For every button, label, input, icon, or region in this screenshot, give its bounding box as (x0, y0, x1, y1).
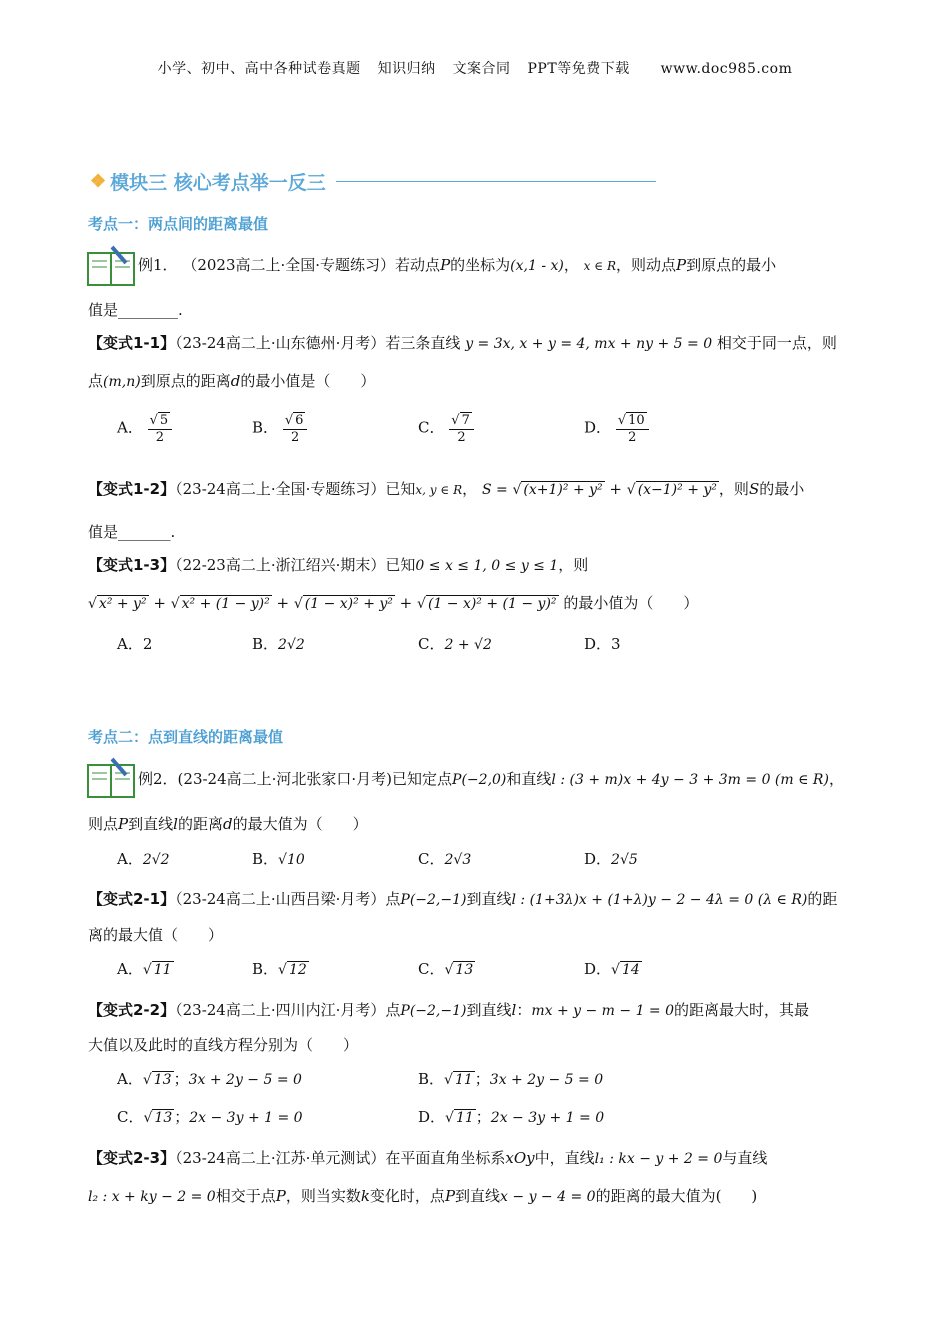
v22-option-d[interactable]: D．√ 11 ；2x − 3y + 1 = 0 (418, 1108, 605, 1126)
ex2-option-b[interactable] (252, 848, 305, 869)
option-letter: C． (418, 960, 445, 978)
option-letter: B． (418, 1070, 445, 1088)
v21-option-a[interactable]: A．√ 11 (117, 960, 172, 978)
v11-source: （23-24高二上·山东德州·月考） (175, 334, 386, 352)
math-xyR: x, y ∈ R (415, 483, 463, 497)
root: 11 (153, 962, 172, 978)
ex1-text: 到原点的最小 (686, 256, 777, 274)
math-root: x² + y² (98, 596, 147, 612)
v13-text: 已知 (385, 556, 416, 574)
example-1-line-1 (138, 254, 776, 277)
v13-option-c[interactable] (418, 633, 492, 654)
math-root: (1 − x)² + y² (304, 596, 393, 612)
example-2-line-1: 例2．(23-24高二上·河北张家口·月考)已知定点P(−2,0)和直线l : (3 + m)x + 4y − 3 + 3m = 0 (m ∈ R)， (138, 770, 844, 788)
v12-text: ，则 (718, 480, 749, 498)
v13-text: ，则 (558, 556, 589, 574)
ex1-source: （2023高二上·全国·专题练习） (182, 256, 396, 274)
book-pencil-icon (86, 243, 136, 289)
math-mn: (m,n) (103, 374, 141, 390)
v13-option-b[interactable] (252, 633, 305, 654)
v21-text: 的距 (807, 890, 838, 908)
math-eq: 3x + 2y − 5 = 0 (489, 1072, 604, 1088)
ex2-text: 和直线 (506, 770, 552, 788)
v21-text: 点 (385, 890, 401, 908)
v11-text: 相交于同一点，则 (716, 334, 837, 352)
option-letter: B． (252, 850, 279, 868)
option-letter: D． (584, 418, 612, 437)
math-value: 2 + √2 (444, 637, 492, 653)
root: 6 (295, 413, 304, 428)
v23-source: （23-24高二上·江苏·单元测试） (175, 1149, 386, 1167)
denominator: 2 (457, 430, 466, 445)
v23-text: 与直线 (722, 1149, 768, 1167)
v12-source: （23-24高二上·全国·专题练习） (175, 480, 386, 498)
math-S-def: S = (481, 482, 508, 498)
v21-text: 到直线 (466, 890, 512, 908)
root: 5 (159, 413, 169, 428)
math-xOy: xOy (505, 1149, 535, 1167)
variant-1-1-line-1 (88, 332, 837, 355)
option-letter: D． (418, 1108, 446, 1126)
v22-option-c[interactable]: C．√ 13 ；2x − 3y + 1 = 0 (117, 1108, 303, 1126)
ex1-text: ， (563, 256, 579, 274)
ex1-label: 例1． (138, 256, 178, 274)
math-l1: l₁ : kx − y + 2 = 0 (594, 1151, 723, 1167)
diamond-icon: ❖ (90, 171, 107, 192)
option-letter: C． (418, 635, 445, 653)
variant-2-1-line-1 (88, 888, 837, 911)
math-root-1: (x+1)² + y² (523, 482, 603, 498)
math-k: k (360, 1187, 370, 1205)
header-site-link[interactable]: www.doc985.com (660, 61, 793, 77)
denominator: 2 (290, 430, 300, 445)
math-P: P (440, 256, 451, 274)
variant-1-1-line-2 (88, 370, 375, 393)
option-letter: C． (418, 850, 445, 868)
v23-text: 到直线 (455, 1187, 501, 1205)
module-divider (336, 181, 656, 182)
math-l2: l₂ : x + ky − 2 = 0 (88, 1189, 216, 1205)
option-letter: C． (418, 418, 445, 437)
v11-tag: 【变式1-1】 (88, 334, 176, 352)
v22-tag: 【变式2-2】 (88, 1001, 176, 1019)
math-P: P (444, 1187, 456, 1205)
v22-line-2: 大值以及此时的直线方程分别为（ ） (88, 1036, 359, 1054)
v11-text: 的最小值是（ ） (240, 372, 376, 390)
ex2-option-a[interactable] (117, 848, 170, 869)
v11-option-a[interactable]: A． $\frac{√ 5}{2}$ (117, 412, 172, 445)
book-pencil-icon (86, 755, 136, 801)
math-root: (1 − x)² + (1 − y)² (427, 596, 557, 612)
root: 14 (621, 962, 640, 978)
v22-text: ： (516, 1001, 532, 1019)
v23-text: ，则当实数 (285, 1187, 361, 1205)
root: 11 (454, 1072, 473, 1088)
v22-option-b[interactable]: B．√ 11 ；3x + 2y − 5 = 0 (418, 1070, 604, 1088)
ex1-text: 的坐标为 (450, 256, 511, 274)
math-root: x² + (1 − y)² (181, 596, 270, 612)
option-letter: B． (252, 960, 279, 978)
v12-line-2: 值是_______. (88, 523, 176, 541)
v11-option-b[interactable]: B． $\frac{√ 6}{2}$ (252, 412, 307, 445)
v22-option-a[interactable]: A．√ 13 ；3x + 2y − 5 = 0 (117, 1070, 302, 1088)
variant-2-3-line-2 (88, 1185, 757, 1208)
v21-source: （23-24高二上·山西吕梁·月考） (175, 890, 386, 908)
v23-text: 的距离的最大值为( ) (595, 1187, 758, 1205)
header-text-1: 小学、初中、高中各种试卷真题 (157, 61, 361, 77)
ex1-line-2: 值是________. (88, 301, 183, 319)
ex2-text: 到直线 (128, 815, 174, 833)
math-line: l : (3 + m)x + 4y − 3 + 3m = 0 (m ∈ R) (551, 772, 829, 788)
v23-text: 相交于点 (215, 1187, 276, 1205)
math-lines: y = 3x, x + y = 4, mx + ny + 5 = 0 (465, 336, 713, 352)
variant-2-3-line-1 (88, 1147, 767, 1170)
math-coord: (x,1 - x) (510, 258, 564, 274)
variant-1-3-line-2: √ x² + y² + √ x² + (1 − y)² + √ (1 − x)² + y² + √ (1 − x)² + (1 − y)² 的最小值为（ ） (88, 594, 699, 612)
root: 13 (153, 1072, 172, 1088)
math-value: √10 (278, 852, 305, 868)
option-letter: A． (117, 1070, 143, 1088)
math-value: 2√2 (278, 637, 305, 653)
math-eq: 2x − 3y + 1 = 0 (490, 1110, 605, 1126)
header-text-2: 知识归纳 (377, 61, 436, 77)
section-title-2: 考点二：点到直线的距离最值 (88, 728, 284, 746)
math-line: l : (1+3λ)x + (1+λ)y − 2 − 4λ = 0 (λ ∈ R) (511, 892, 808, 908)
v23-text: 在平面直角坐标系 (385, 1149, 506, 1167)
v12-text: ， (462, 480, 478, 498)
ex2-text: 已知定点 (392, 770, 453, 788)
math-eq: 2x − 3y + 1 = 0 (189, 1110, 303, 1126)
root: 13 (455, 962, 474, 978)
math-P: P (118, 815, 129, 833)
v12-text: 的最小 (759, 480, 805, 498)
v11-option-c[interactable]: C． $\frac{√ 7}{2}$ (418, 412, 474, 445)
v13-source: （22-23高二上·浙江绍兴·期末） (175, 556, 386, 574)
variant-1-3-line-1 (88, 554, 588, 577)
root: 12 (288, 962, 307, 978)
v22-text: 点 (385, 1001, 401, 1019)
math-value: 2√2 (142, 852, 170, 868)
v21-option-b[interactable]: B．√ 12 (252, 960, 307, 978)
ex2-text: 的最大值为（ ） (232, 815, 368, 833)
math-range: 0 ≤ x ≤ 1, 0 ≤ y ≤ 1 (415, 558, 559, 574)
ex2-option-c[interactable] (418, 848, 471, 869)
root: 7 (461, 413, 470, 428)
math-line: mx + y − m − 1 = 0 (531, 1003, 675, 1019)
v12-tag: 【变式1-2】 (88, 480, 176, 498)
option-letter: A． (117, 850, 143, 868)
ex2-text: 则点 (88, 815, 119, 833)
v23-text: 变化时，点 (369, 1187, 445, 1205)
page-header (0, 58, 950, 78)
math-P: P (275, 1187, 286, 1205)
ex2-source: (23-24高二上·河北张家口·月考) (177, 770, 393, 788)
math-xR: x ∈ R (583, 259, 616, 273)
example-2-line-2 (88, 813, 368, 835)
option-letter: A． (117, 418, 143, 437)
v13-option-d[interactable]: D．3 (584, 635, 621, 653)
v11-option-d[interactable]: D． $\frac{√ 10}{2}$ (584, 412, 649, 445)
root: 13 (154, 1110, 173, 1126)
header-text-3: 文案合同 (452, 61, 511, 77)
module-title: 模块三 核心考点举一反三 (110, 172, 326, 194)
variant-2-2-line-1 (88, 999, 809, 1022)
option-letter: B． (252, 418, 279, 437)
header-text-4: PPT等免费下载 (527, 61, 630, 77)
v22-text: 的距离最大时，其最 (674, 1001, 810, 1019)
v22-source: （23-24高二上·四川内江·月考） (175, 1001, 386, 1019)
math-line: x − y − 4 = 0 (500, 1189, 596, 1205)
module-heading (90, 168, 656, 195)
option-letter: B． (252, 635, 279, 653)
denominator: 2 (155, 430, 165, 445)
root: 11 (455, 1110, 474, 1126)
section-title-1: 考点一：两点间的距离最值 (88, 215, 269, 233)
v21-line-2: 离的最大值（ ） (88, 926, 224, 944)
option-letter: D． (584, 850, 612, 868)
ex2-label: 例2． (138, 770, 178, 788)
math-d: d (230, 372, 241, 390)
root: 10 (628, 413, 645, 428)
math-value: 2√5 (611, 852, 638, 868)
v13-option-a[interactable]: A．2 (117, 635, 153, 653)
math-P: P (676, 256, 687, 274)
option-letter: A． (117, 960, 143, 978)
math-S: S (748, 480, 760, 498)
v23-text: 中，直线 (534, 1149, 595, 1167)
v21-option-c[interactable]: C．√ 13 (418, 960, 474, 978)
variant-1-2-line-1: 【变式1-2】（23-24高二上·全国·专题练习）已知x, y ∈ R， S = √ (x+1)² + y² + √ (x−1)² + y² ，则S的最小 (88, 480, 805, 498)
math-value: 2√3 (444, 852, 472, 868)
math-eq: 3x + 2y − 5 = 0 (188, 1072, 302, 1088)
math-P: P(−2,0) (452, 772, 507, 788)
math-l: l (511, 1001, 517, 1019)
ex2-text: 的距离 (177, 815, 223, 833)
v11-text: 若三条直线 (385, 334, 461, 352)
v23-tag: 【变式2-3】 (88, 1149, 176, 1167)
math-P: P(−2,−1) (400, 892, 467, 908)
v11-text: 点 (88, 372, 104, 390)
ex1-text: ，则动点 (616, 256, 677, 274)
math-d: d (222, 815, 233, 833)
v13-tag: 【变式1-3】 (88, 556, 176, 574)
v13-text: 的最小值为（ ） (563, 594, 699, 612)
v21-option-d[interactable]: D．√ 14 (584, 960, 640, 978)
math-l: l (173, 815, 178, 833)
v11-text: 到原点的距离 (140, 372, 231, 390)
option-letter: C． (117, 1108, 144, 1126)
math-root-2: (x−1)² + y² (637, 482, 717, 498)
denominator: 2 (628, 430, 637, 445)
v12-text: 已知 (385, 480, 416, 498)
v22-text: 到直线 (466, 1001, 512, 1019)
v21-tag: 【变式2-1】 (88, 890, 176, 908)
ex2-option-d[interactable] (584, 848, 638, 869)
math-P: P(−2,−1) (400, 1003, 467, 1019)
ex1-text: 若动点 (395, 256, 441, 274)
option-letter: D． (584, 960, 612, 978)
